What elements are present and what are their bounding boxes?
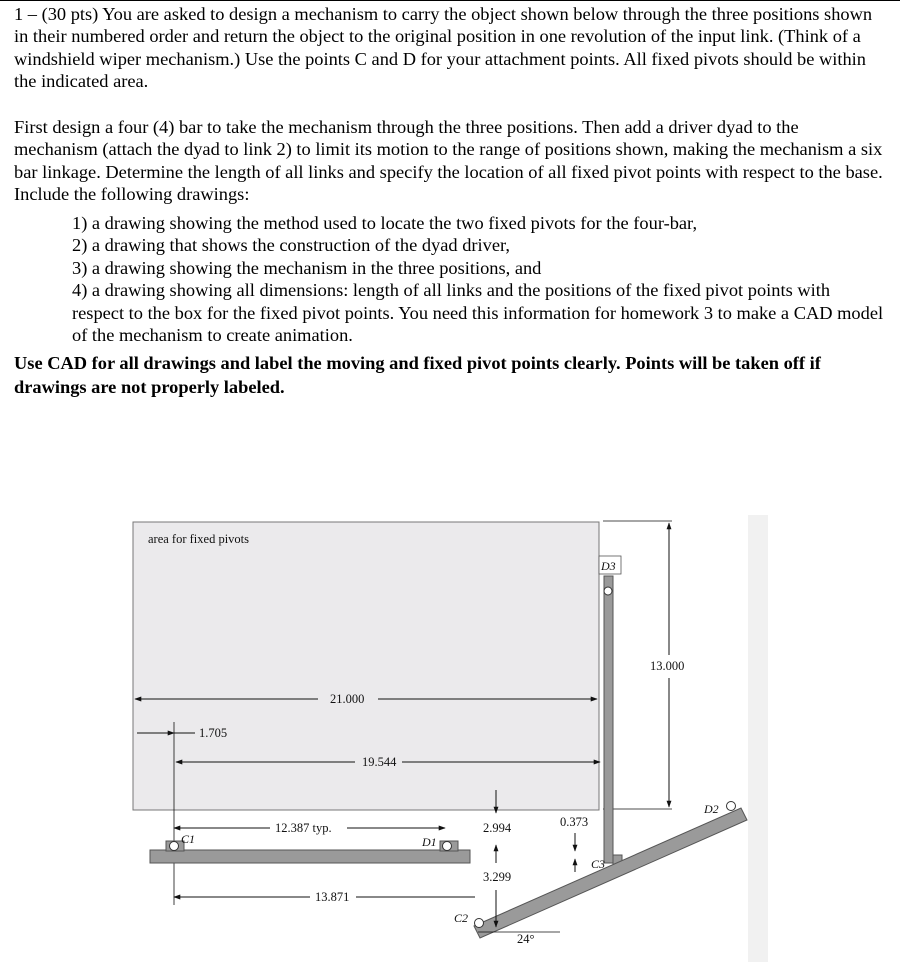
area-label: area for fixed pivots [148,532,250,546]
label-d2: D2 [704,802,719,816]
label-d1: D1 [422,835,437,849]
list-item: 4) a drawing showing all dimensions: length of all links and the positions of the fixed pivot points with respect to the box for the fixed pivot points. You need this information for homework 3 to make a CAD model of the mechanism to create animation. [72,280,884,346]
problem-intro: 1 – (30 pts) You are asked to design a mechanism to carry the object shown below through the three positions shown in their numbered order and return the object to the original position in one revolution of the input link. (Think of a windshield wiper mechanism.) Use the points C and D for your attachment points. All fixed pivots should be within the indicated area. [14,4,873,92]
list-item: 3) a drawing showing the mechanism in the three positions, and [72,257,542,278]
scan-shadow [748,515,768,962]
pivot-c2-icon [475,919,484,928]
pivot-c1-icon [170,842,179,851]
dim-19544: 19.544 [362,755,397,769]
dim-13871: 13.871 [315,890,350,904]
angle-24: 24° [517,932,535,946]
dim-21000: 21.000 [330,692,365,706]
pivot-d3-icon [604,587,612,595]
dim-1705: 1.705 [199,726,228,740]
dim-3299: 3.299 [483,870,512,884]
list-item: 1) a drawing showing the method used to locate the two fixed pivots for the four-bar, [72,213,698,233]
dim-2994: 2.994 [483,821,512,835]
problem-instructions: First design a four (4) bar to take the mechanism through the three positions. Then add a driver dyad to the mechanism (attach the dyad to link 2) to limit its motion to the range of positions shown, making the mechanism a six bar linkage. Determine the length of all links and specify the location of all fixed pivot points with respect to the base. Include the following drawings: [14,117,883,205]
label-c1: C1 [181,832,196,846]
grading-warning: Use CAD for all drawings and label the moving and fixed pivot points clearly. Points will be taken off if drawings are not properly labeled. [14,353,821,397]
list-item: 2) a drawing that shows the construction of the dyad driver, [72,235,510,256]
label-c3: C3 [591,857,606,871]
dim-12387: 12.387 typ. [275,821,332,835]
object-position-1 [150,850,470,863]
pivot-d2-icon [727,802,736,811]
label-d3: D3 [601,559,616,573]
dim-13000: 13.000 [650,659,685,673]
label-c2: C2 [454,911,469,925]
pivot-d1-icon [443,842,452,851]
dim-0373: 0.373 [560,815,589,829]
object-position-3 [604,576,613,863]
